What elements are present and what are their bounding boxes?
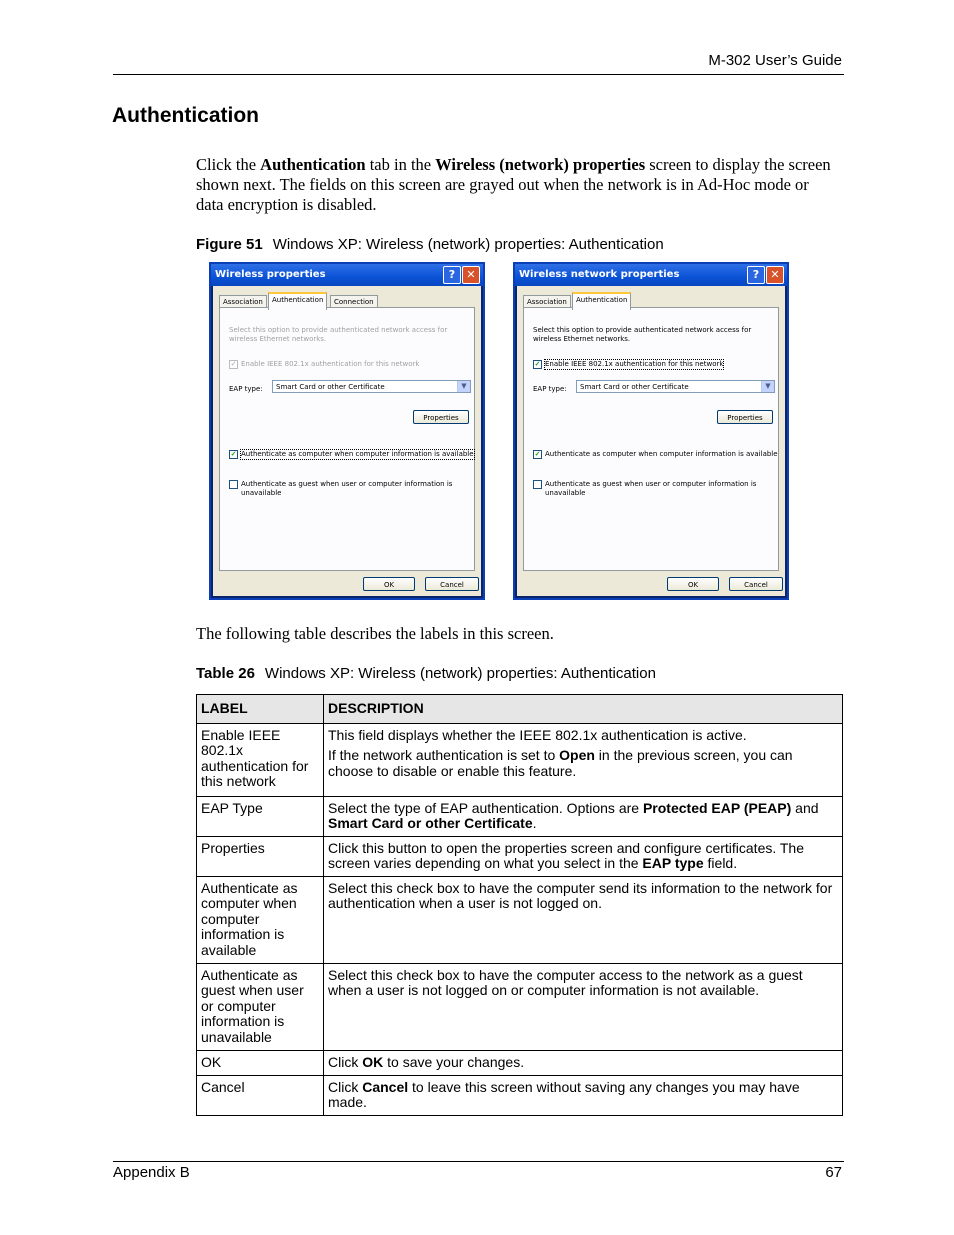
eap-type-select[interactable]: Smart Card or other Certificate ▼ (272, 380, 471, 393)
eap-type-select[interactable]: Smart Card or other Certificate ▼ (576, 380, 775, 393)
chevron-down-icon: ▼ (457, 381, 470, 392)
cancel-button[interactable]: Cancel (729, 577, 783, 591)
close-icon[interactable]: ✕ (462, 266, 480, 284)
auth-computer-label: Authenticate as computer when computer information is available (241, 450, 474, 458)
enable-8021x-checkbox[interactable]: ✓ (230, 361, 237, 368)
auth-guest-checkbox[interactable] (229, 480, 238, 489)
row-description: Select this check box to have the computer access to the network as a guest when a user is not logged on or computer information is not available. (324, 963, 843, 1050)
dialog-titlebar (515, 264, 787, 286)
enable-8021x-label: Enable IEEE 802.1x authentication for this network (241, 360, 420, 368)
desc-line-1: Select this option to provide authenticated network access for (533, 326, 752, 334)
header-label: LABEL (197, 695, 324, 724)
table-intro-paragraph: The following table describes the labels in this screen. (196, 624, 554, 643)
row-description: Select the type of EAP authentication. Options are Protected EAP (PEAP) and Smart Card or other Certificate. (324, 796, 843, 836)
auth-guest-label-line-2: unavailable (545, 489, 586, 497)
auth-computer-checkbox[interactable]: ✓ (230, 451, 237, 458)
desc-line-2: wireless Ethernet networks. (229, 335, 327, 343)
tab-authentication[interactable]: Authentication (268, 292, 327, 310)
row-label: Cancel (197, 1075, 324, 1115)
help-icon[interactable]: ? (747, 266, 765, 284)
auth-computer-checkbox[interactable]: ✓ (534, 451, 541, 458)
table-caption: Table 26 Windows XP: Wireless (network) properties: Authentication (196, 665, 656, 682)
tab-authentication[interactable]: Authentication (572, 292, 631, 310)
table-row (197, 836, 843, 876)
table-row (197, 1075, 843, 1115)
row-description: Select this check box to have the computer send its information to the network for authentication when a user is not logged on. (324, 876, 843, 963)
footer-appendix: Appendix B (113, 1164, 190, 1181)
row-description: This field displays whether the IEEE 802.1x authentication is active. If the network authentication is set to Open in the previous screen, you can choose to disable or enable this feature. (324, 723, 843, 796)
dialog-title: Wireless properties (215, 269, 326, 280)
table-row (197, 876, 843, 963)
header-description: DESCRIPTION (324, 695, 843, 724)
page-footer (113, 1161, 844, 1181)
auth-computer-label: Authenticate as computer when computer information is available (545, 450, 778, 458)
wireless-network-properties-dialog (513, 262, 789, 600)
help-icon[interactable]: ? (443, 266, 461, 284)
table-header-row (197, 695, 843, 724)
intro-paragraph: Click the Authentication tab in the Wireless (network) properties screen to display the screen shown next. The fields on this screen are grayed out when the network is in Ad-Hoc mode or data encryption is disabled. (196, 155, 831, 214)
enable-8021x-label: Enable IEEE 802.1x authentication for this network (545, 360, 724, 368)
enable-8021x-checkbox[interactable]: ✓ (534, 361, 541, 368)
desc-line-2: wireless Ethernet networks. (533, 335, 631, 343)
auth-guest-label-line-1: Authenticate as guest when user or computer information is (241, 480, 453, 488)
auth-guest-checkbox[interactable] (533, 480, 542, 489)
row-description: Click this button to open the properties screen and configure certificates. The screen varies depending on what you select in the EAP type field. (324, 836, 843, 876)
row-label: Properties (197, 836, 324, 876)
labels-table (196, 694, 843, 1116)
guide-title: M-302 User’s Guide (708, 52, 842, 69)
ok-button[interactable]: OK (363, 577, 415, 591)
row-label: Authenticate as computer when computer information is available (197, 876, 324, 963)
eap-type-label: EAP type: (533, 385, 567, 393)
auth-guest-label-line-1: Authenticate as guest when user or computer information is (545, 480, 757, 488)
section-title: Authentication (112, 104, 259, 127)
tab-association[interactable]: Association (523, 295, 571, 308)
row-label: Enable IEEE 802.1x authentication for this network (197, 723, 324, 796)
properties-button[interactable]: Properties (717, 410, 773, 424)
properties-button[interactable]: Properties (413, 410, 469, 424)
eap-type-label: EAP type: (229, 385, 263, 393)
row-description: Click Cancel to leave this screen without saving any changes you may have made. (324, 1075, 843, 1115)
dialog-title: Wireless network properties (519, 269, 680, 280)
figure-caption: Figure 51 Windows XP: Wireless (network) properties: Authentication (196, 236, 664, 253)
tab-association[interactable]: Association (219, 295, 267, 308)
table-row (197, 963, 843, 1050)
close-icon[interactable]: ✕ (766, 266, 784, 284)
row-label: OK (197, 1050, 324, 1075)
table-row (197, 723, 843, 796)
row-label: Authenticate as guest when user or computer information is unavailable (197, 963, 324, 1050)
table-row (197, 1050, 843, 1075)
desc-line-1: Select this option to provide authenticated network access for (229, 326, 448, 334)
authentication-panel (523, 307, 779, 571)
tab-connection[interactable]: Connection (330, 295, 378, 308)
page-number: 67 (825, 1164, 842, 1181)
table-row (197, 796, 843, 836)
dialog-titlebar (211, 264, 483, 286)
cancel-button[interactable]: Cancel (425, 577, 479, 591)
row-label: EAP Type (197, 796, 324, 836)
auth-guest-label-line-2: unavailable (241, 489, 282, 497)
page-header (113, 50, 844, 75)
chevron-down-icon: ▼ (761, 381, 774, 392)
authentication-panel (219, 307, 475, 571)
ok-button[interactable]: OK (667, 577, 719, 591)
wireless-properties-dialog (209, 262, 485, 600)
row-description: Click OK to save your changes. (324, 1050, 843, 1075)
